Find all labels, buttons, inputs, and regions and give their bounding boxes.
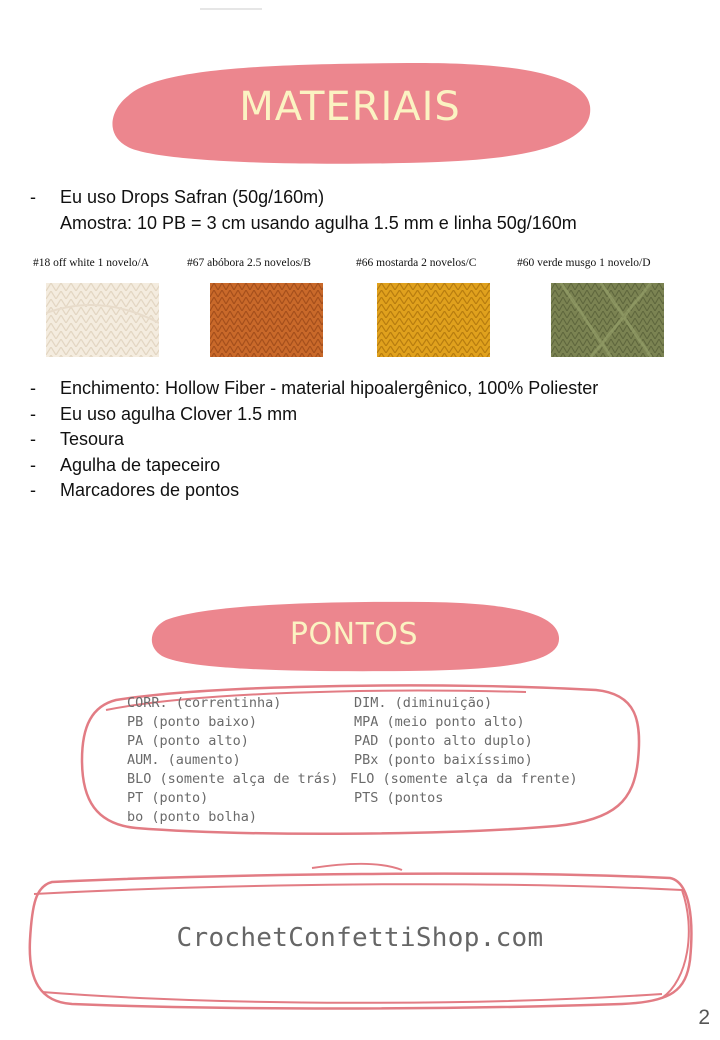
materials-list: [30, 376, 720, 504]
stitch-abbrev: AUM. (aumento): [127, 752, 241, 768]
page-number: 2: [698, 1006, 710, 1029]
yarn-brand-text: Eu uso Drops Safran (50g/160m): [60, 187, 325, 207]
yarn-label-d: #60 verde musgo 1 novelo/D: [517, 257, 651, 269]
stitch-abbrev: PBx (ponto baixíssimo): [354, 752, 533, 768]
stitch-abbrev: PT (ponto): [127, 790, 209, 806]
list-item: - Enchimento: Hollow Fiber - material hipoalergênico, 100% Poliester: [30, 378, 599, 398]
list-bullet: -: [30, 187, 36, 207]
materiais-heading-banner: [108, 58, 592, 166]
pontos-heading-banner: [148, 598, 560, 674]
yarn-label-c: #66 mostarda 2 novelos/C: [356, 257, 477, 269]
stitch-abbrev: PTS (pontos: [354, 790, 444, 806]
list-item: - Eu uso agulha Clover 1.5 mm: [30, 403, 298, 424]
yarn-swatch-b: [210, 283, 323, 357]
stitch-abbrev: FLO (somente alça da frente): [350, 771, 578, 787]
yarn-label-b: #67 abóbora 2.5 novelos/B: [187, 257, 311, 269]
stitch-abbrev: DIM. (diminuição): [354, 695, 493, 711]
list-item: - Agulha de tapeceiro: [30, 454, 221, 475]
yarn-swatch-d: [551, 283, 664, 357]
top-divider: [200, 8, 262, 10]
yarn-label-a: #18 off white 1 novelo/A: [33, 257, 150, 269]
stitch-abbrev: PB (ponto baixo): [127, 714, 258, 730]
stitch-abbrev: PA (ponto alto): [127, 733, 249, 749]
website-url: CrochetConfettiShop.com: [176, 923, 544, 953]
yarn-swatch-c: [377, 283, 490, 357]
stitch-abbrev: PAD (ponto alto duplo): [354, 733, 533, 749]
stitch-abbrev: CORR. (correntinha): [127, 695, 282, 711]
materials-intro: [30, 184, 710, 236]
gauge-text: Amostra: 10 PB = 3 cm usando agulha 1.5 mm e linha 50g/160m: [60, 213, 577, 233]
materiais-title: MATERIAIS: [239, 84, 461, 130]
list-item: - Tesoura: [30, 429, 125, 449]
list-item: - Marcadores de pontos: [30, 480, 240, 500]
stitch-abbrev: MPA (meio ponto alto): [354, 714, 525, 730]
pontos-title: PONTOS: [289, 617, 419, 652]
yarn-swatch-a: [46, 283, 159, 357]
stitch-abbrev: bo (ponto bolha): [127, 809, 258, 825]
stitch-abbrev: BLO (somente alça de trás): [127, 771, 339, 787]
